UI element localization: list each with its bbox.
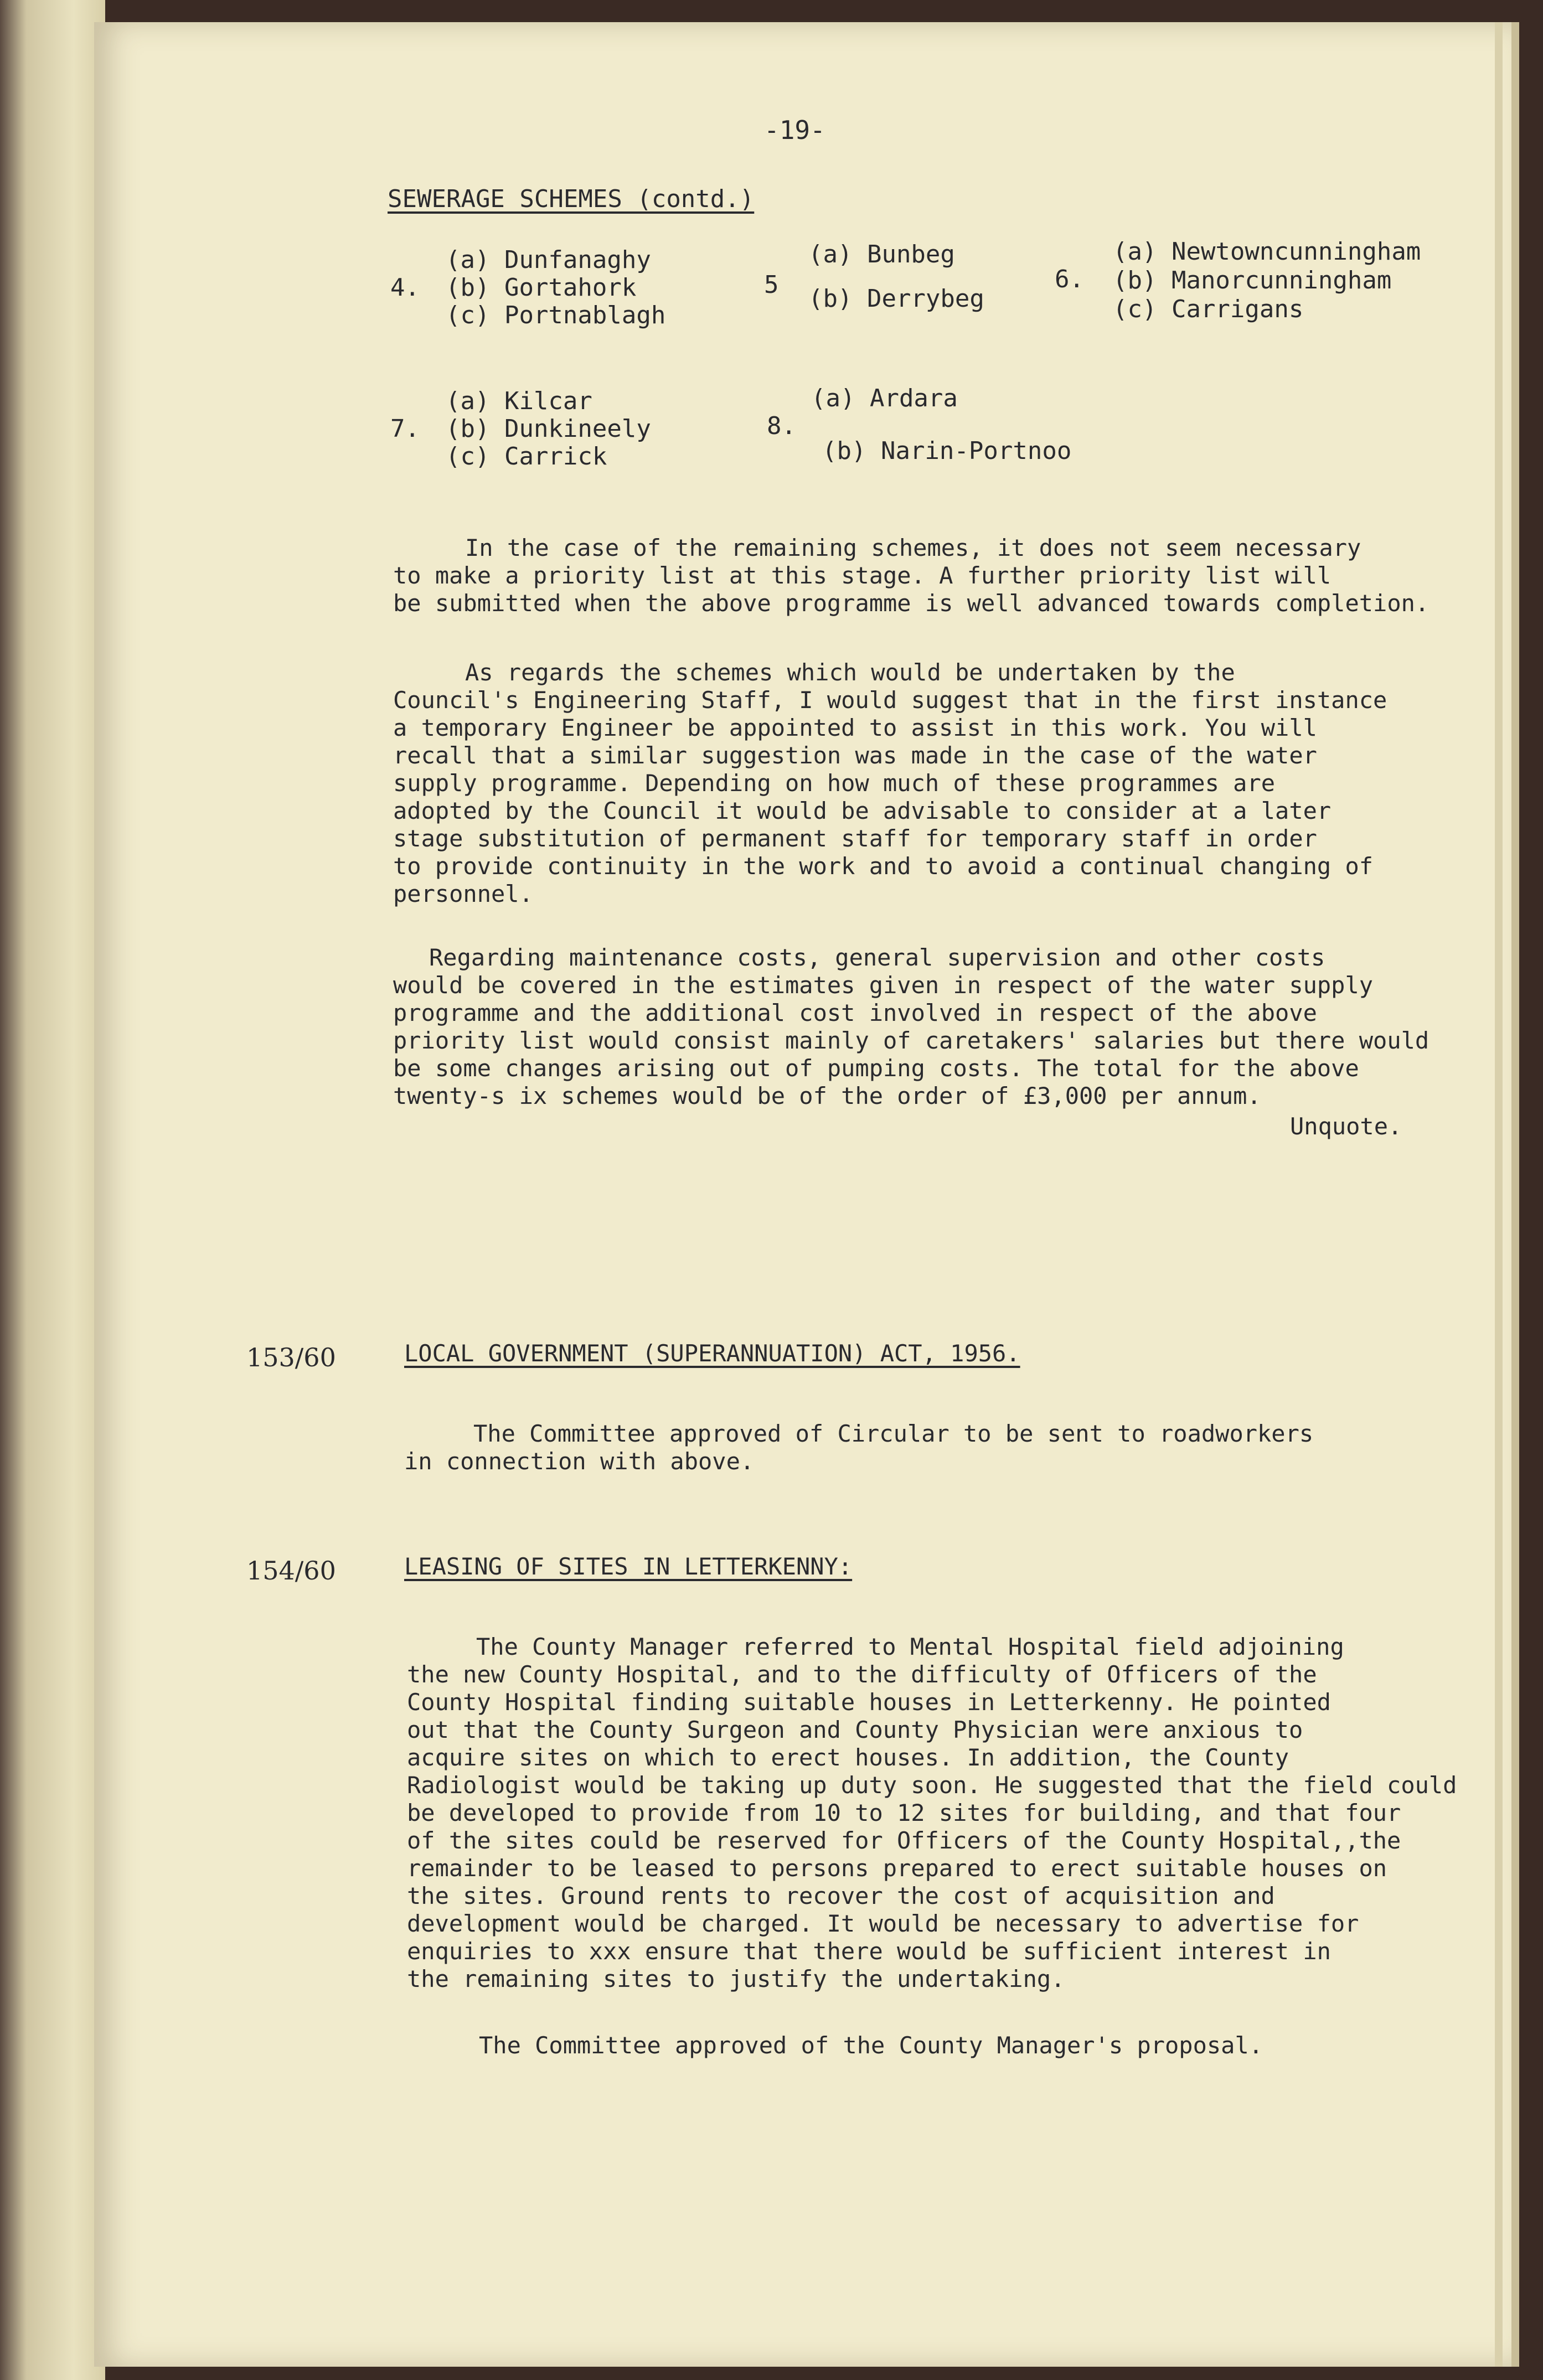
scheme-item: (b) Dunkineely (446, 415, 651, 443)
scheme-item: (c) Carrigans (1113, 295, 1304, 323)
scheme-item: (a) Dunfanaghy (446, 246, 651, 274)
scheme-item: (b) Manorcunningham (1113, 266, 1392, 295)
section-heading-leasing: LEASING OF SITES IN LETTERKENNY: (404, 1553, 853, 1580)
paragraph-line: development would be charged. It would be necessary to advertise for (407, 1910, 1359, 1937)
paragraph-line: The County Manager referred to Mental Hospital field adjoining (476, 1633, 1344, 1660)
scheme-item: (c) Portnablagh (446, 301, 666, 329)
paragraph-line: the sites. Ground rents to recover the cost of acquisition and (407, 1882, 1275, 1909)
paragraph-line: to provide continuity in the work and to avoid a continual changing of (393, 853, 1374, 880)
scheme-item: (a) Bunbeg (808, 240, 955, 269)
paragraph-line: of the sites could be reserved for Officers of the County Hospital,,the (407, 1827, 1401, 1854)
minute-reference: 153/60 (246, 1343, 336, 1372)
scheme-item: (a) Newtowncunningham (1113, 238, 1421, 266)
paragraph-line: As regards the schemes which would be undertaken by the (465, 659, 1235, 686)
scheme-number: 4. (390, 273, 420, 302)
scheme-number: 5 (764, 271, 779, 299)
paragraph-line: County Hospital finding suitable houses in Letterkenny. He pointed (407, 1689, 1331, 1716)
paragraph (393, 534, 1429, 617)
paragraph-line: personnel. (393, 880, 533, 907)
paragraph-line: priority list would consist mainly of caretakers' salaries but there would (393, 1027, 1430, 1054)
paragraph-line: In the case of the remaining schemes, it does not seem necessary (465, 534, 1361, 561)
paragraph-line: enquiries to xxx ensure that there would be sufficient interest in (407, 1938, 1331, 1965)
paragraph-line: acquire sites on which to erect houses. In addition, the County (407, 1744, 1289, 1771)
paragraph-line: would be covered in the estimates given in respect of the water supply (393, 972, 1374, 999)
scheme-item: (b) Derrybeg (808, 285, 984, 313)
scheme-number: 8. (767, 412, 796, 440)
scheme-item: (b) Gortahork (446, 273, 637, 302)
paragraph-line: the new County Hospital, and to the difficulty of Officers of the (407, 1661, 1317, 1688)
committee-decision: The Committee approved of the County Manager's proposal. (479, 2032, 1263, 2059)
minute-reference: 154/60 (246, 1556, 336, 1586)
scheme-number: 6. (1055, 265, 1084, 293)
unquote-text: Unquote. (1290, 1113, 1402, 1140)
paragraph-line: out that the County Surgeon and County Physician were anxious to (407, 1716, 1303, 1743)
paragraph-line: adopted by the Council it would be advisable to consider at a later (393, 797, 1332, 824)
paragraph-line: recall that a similar suggestion was made in the case of the water (393, 742, 1317, 769)
paragraph-line: a temporary Engineer be appointed to assist in this work. You will (393, 714, 1317, 741)
paragraph-line: the remaining sites to justify the undertaking. (407, 1965, 1065, 1992)
paragraph-line: in connection with above. (404, 1448, 755, 1475)
paragraph-line: to make a priority list at this stage. A further priority list will (393, 562, 1332, 589)
paragraph-line: Radiologist would be taking up duty soon. He suggested that the field could (407, 1772, 1457, 1799)
scheme-number: 7. (390, 415, 420, 443)
paragraph-line: be submitted when the above programme is well advanced towards completion. (393, 590, 1430, 617)
paragraph-line: Council's Engineering Staff, I would suggest that in the first instance (393, 686, 1387, 714)
paragraph-line: programme and the additional cost involved in respect of the above (393, 999, 1317, 1026)
paragraph (393, 659, 1387, 908)
paragraph-line: twenty-s ix schemes would be of the order of £3,000 per annum. (393, 1082, 1261, 1109)
scheme-item: (a) Kilcar (446, 387, 592, 415)
paragraph (407, 1633, 1457, 1993)
section-heading-superannuation: LOCAL GOVERNMENT (SUPERANNUATION) ACT, 1956. (404, 1340, 1020, 1367)
paragraph-line: Regarding maintenance costs, general supervision and other costs (429, 944, 1325, 971)
paragraph (393, 944, 1429, 1110)
scheme-item: (c) Carrick (446, 442, 607, 471)
paragraph-line: The Committee approved of Circular to be sent to roadworkers (473, 1420, 1314, 1447)
page-number: -19- (764, 115, 825, 145)
scheme-item: (b) Narin-Portnoo (822, 437, 1072, 465)
paragraph-line: stage substitution of permanent staff for temporary staff in order (393, 825, 1317, 852)
paragraph (404, 1420, 1313, 1475)
paragraph-line: be developed to provide from 10 to 12 sites for building, and that four (407, 1799, 1401, 1826)
section-heading-sewerage: SEWERAGE SCHEMES (contd.) (388, 185, 755, 213)
paragraph-line: supply programme. Depending on how much of these programmes are (393, 770, 1276, 797)
paragraph-line: remainder to be leased to persons prepared to erect suitable houses on (407, 1855, 1387, 1882)
paragraph-line: be some changes arising out of pumping costs. The total for the above (393, 1055, 1359, 1082)
scheme-item: (a) Ardara (811, 384, 958, 412)
